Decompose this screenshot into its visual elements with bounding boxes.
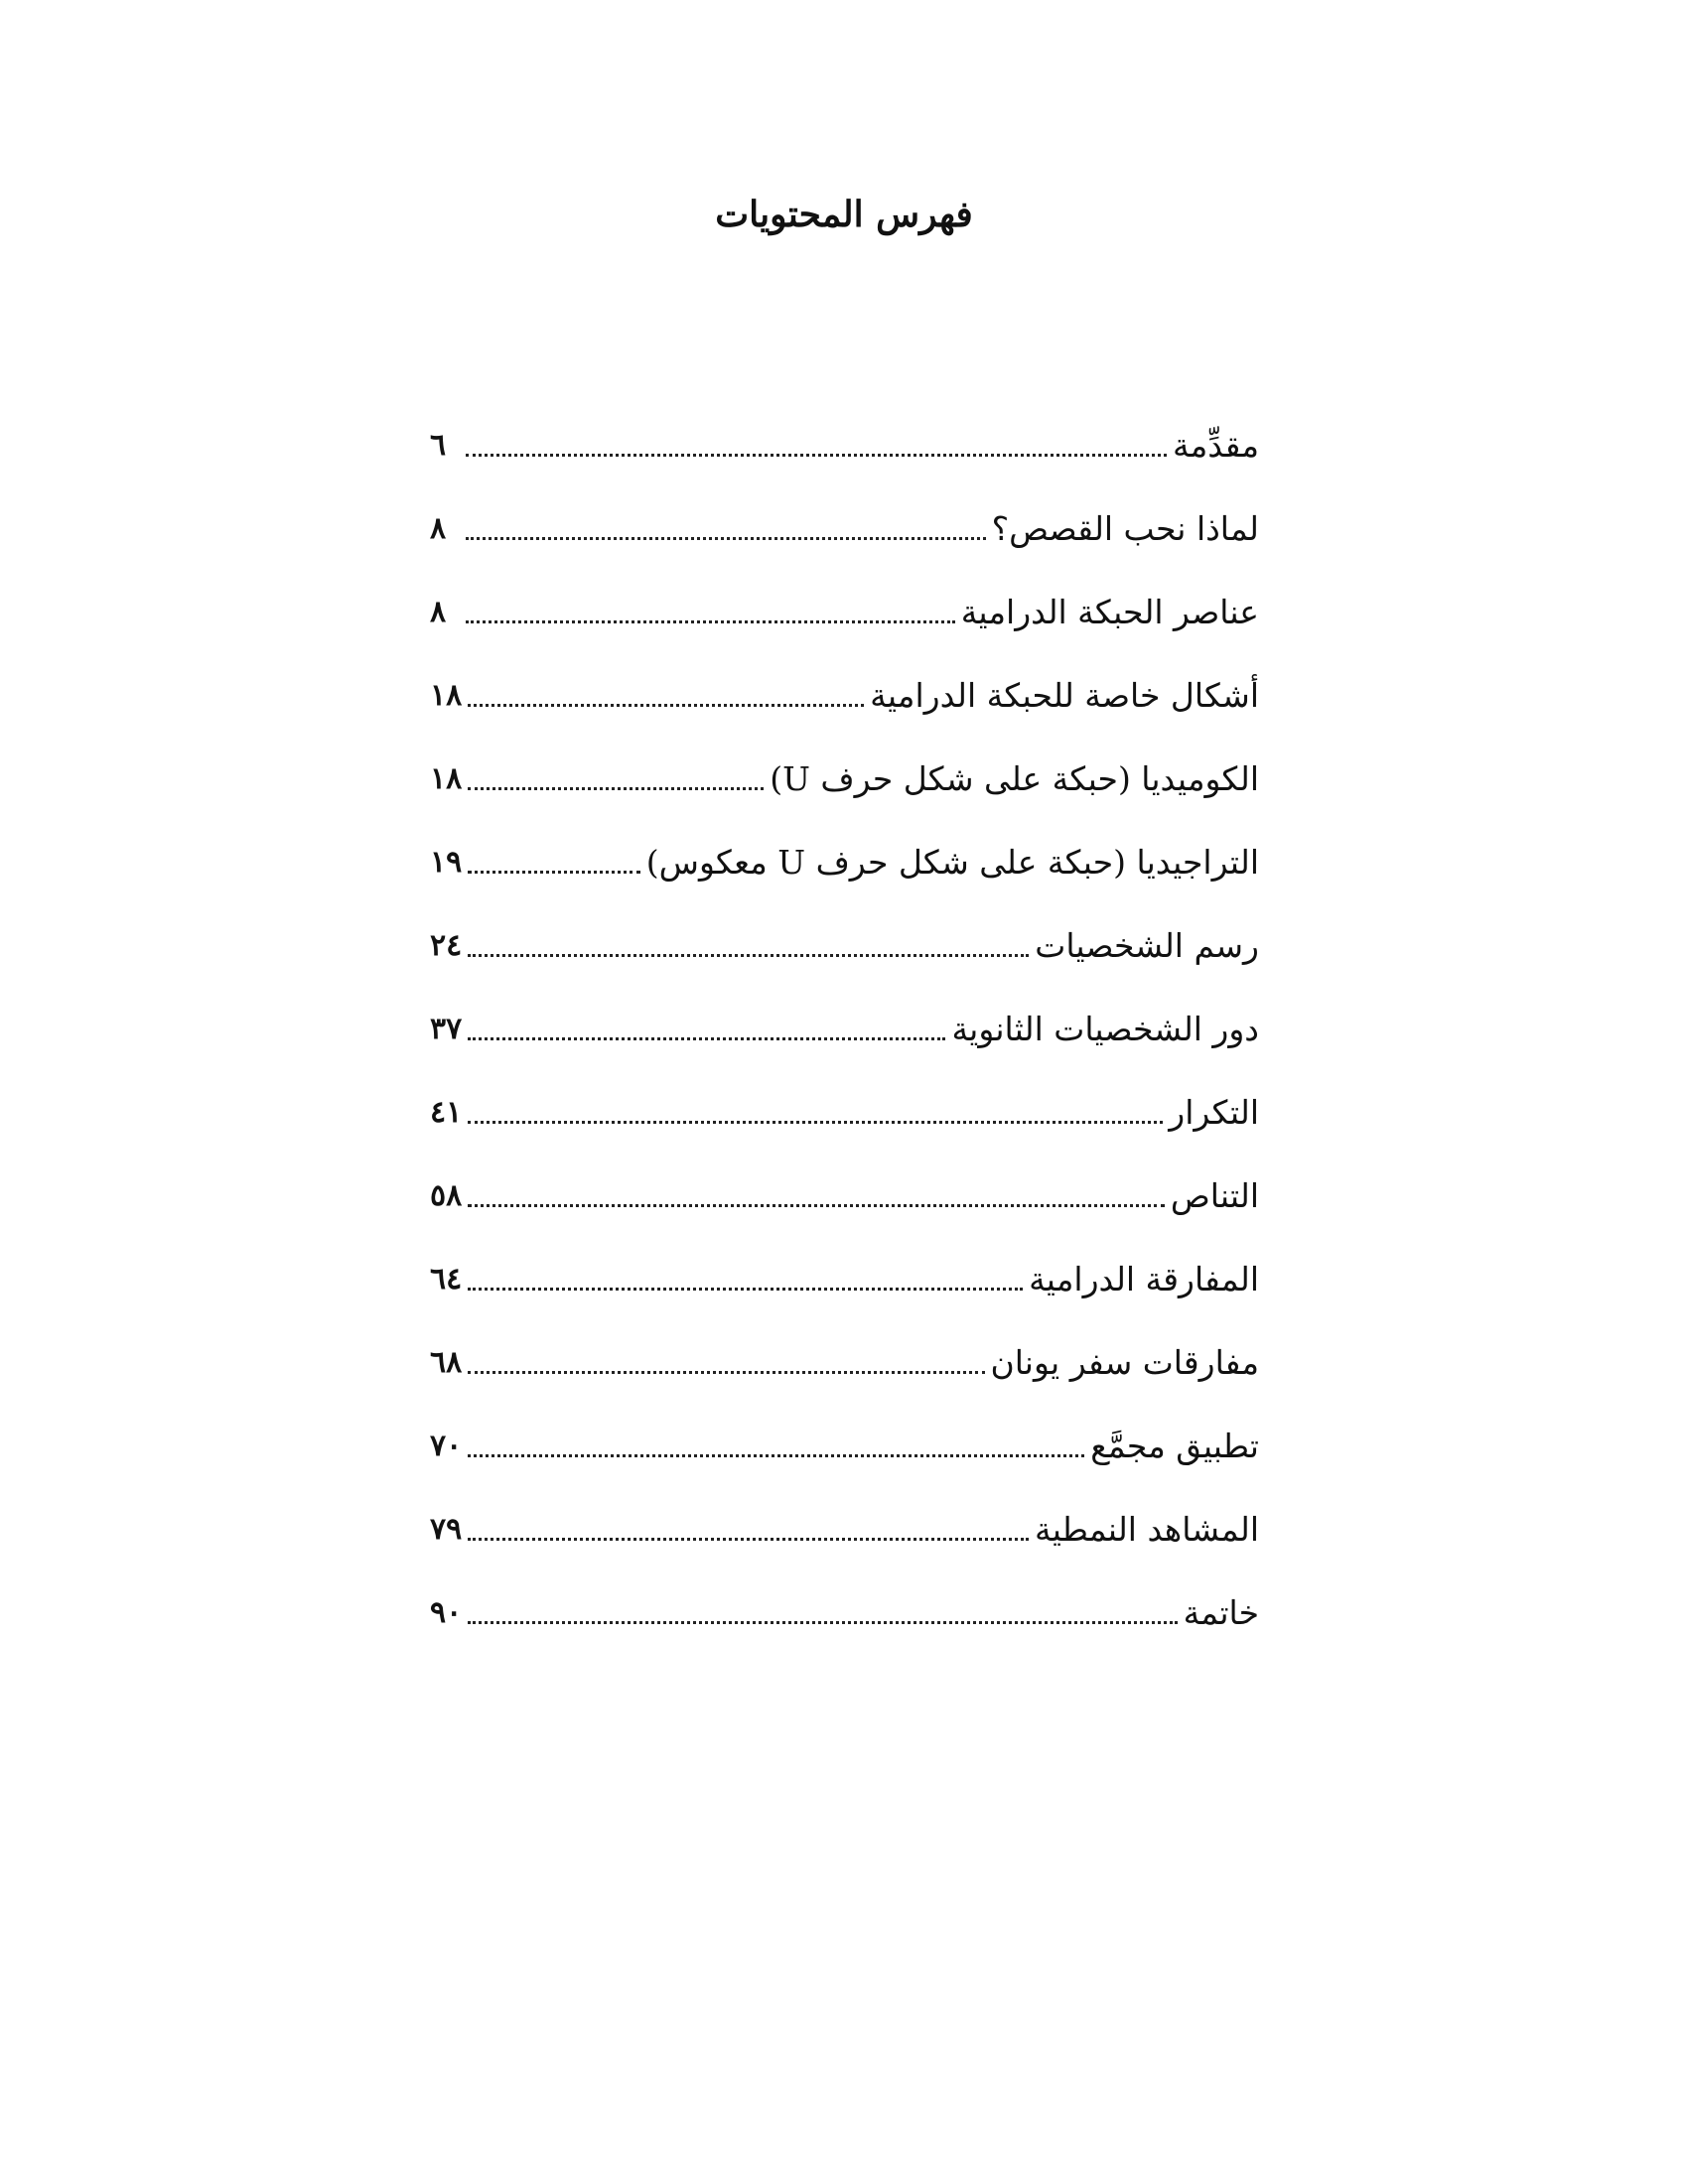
toc-entry-label: خاتمة <box>1183 1593 1259 1632</box>
toc-entry <box>430 971 1259 1054</box>
toc-entry <box>430 1054 1259 1138</box>
toc-dot-leader <box>468 871 640 874</box>
toc-entry <box>430 1304 1259 1388</box>
toc-dot-leader <box>468 1538 1029 1541</box>
toc-entry-page: ٦٨ <box>430 1345 463 1380</box>
toc-entry-label: مفارقات سفر يونان <box>990 1343 1259 1382</box>
toc-entry-label: رسم الشخصيات <box>1035 926 1259 965</box>
toc-entry-page: ٣٧ <box>430 1012 463 1046</box>
toc-entry-page: ٧٩ <box>430 1512 463 1547</box>
toc-entry <box>430 1138 1259 1221</box>
toc-entry-label: التكرار <box>1169 1093 1259 1132</box>
toc-entry-page: ٩٠ <box>430 1595 463 1630</box>
toc-dot-leader <box>466 537 986 540</box>
toc-entry-label: تطبيق مجمَّع <box>1090 1427 1259 1465</box>
toc-entry <box>430 554 1259 637</box>
toc-dot-leader <box>468 1288 1023 1291</box>
toc-entry-page: ١٨ <box>430 678 463 713</box>
toc-entry <box>430 1388 1259 1471</box>
page-title: فهرس المحتويات <box>715 194 973 235</box>
toc-entry-label: المفارقة الدرامية <box>1029 1260 1259 1298</box>
toc-entry-page: ١٩ <box>430 845 463 880</box>
toc-dot-leader <box>468 1454 1084 1457</box>
toc-entry <box>430 637 1259 721</box>
toc-entry-label: التراجيديا (حبكة على شكل حرف U معكوس) <box>645 843 1259 882</box>
toc-dot-leader <box>468 1371 984 1374</box>
toc-entry-label: مقدِّمة <box>1172 426 1259 465</box>
table-of-contents <box>430 387 1259 1638</box>
toc-entry-label: دور الشخصيات الثانوية <box>951 1010 1259 1048</box>
toc-entry <box>430 721 1259 804</box>
toc-entry <box>430 1471 1259 1555</box>
toc-dot-leader <box>466 454 1167 457</box>
toc-entry-page: ١٨ <box>430 761 463 796</box>
toc-entry-label: أشكال خاصة للحبكة الدرامية <box>870 676 1259 715</box>
toc-dot-leader <box>468 954 1029 957</box>
toc-entry-label: التناص <box>1170 1176 1259 1215</box>
toc-dot-leader <box>468 1204 1165 1207</box>
toc-dot-leader <box>468 704 864 707</box>
toc-entry-page: ٤١ <box>430 1095 463 1130</box>
toc-entry <box>430 804 1259 887</box>
toc-entry-page: ٧٠ <box>430 1429 463 1463</box>
toc-entry <box>430 1555 1259 1638</box>
toc-dot-leader <box>466 620 955 623</box>
toc-entry-label: لماذا نحب القصص؟ <box>991 509 1259 548</box>
toc-entry-page: ٢٤ <box>430 928 463 963</box>
toc-entry-page: ٦ <box>430 428 447 463</box>
toc-entry <box>430 387 1259 471</box>
toc-entry-page: ٦٤ <box>430 1262 463 1297</box>
toc-entry <box>430 471 1259 554</box>
toc-entry-page: ٥٨ <box>430 1178 463 1213</box>
toc-entry-label: عناصر الحبكة الدرامية <box>960 593 1259 631</box>
toc-entry-label: الكوميديا (حبكة على شكل حرف U) <box>770 759 1259 798</box>
toc-dot-leader <box>468 1121 1163 1124</box>
toc-entry <box>430 887 1259 971</box>
toc-dot-leader <box>468 1621 1177 1624</box>
toc-entry-page: ٨ <box>430 511 447 546</box>
toc-entry-label: المشاهد النمطية <box>1035 1510 1259 1549</box>
toc-dot-leader <box>468 787 764 790</box>
toc-dot-leader <box>468 1037 945 1040</box>
toc-entry-page: ٨ <box>430 595 447 629</box>
toc-entry <box>430 1221 1259 1304</box>
